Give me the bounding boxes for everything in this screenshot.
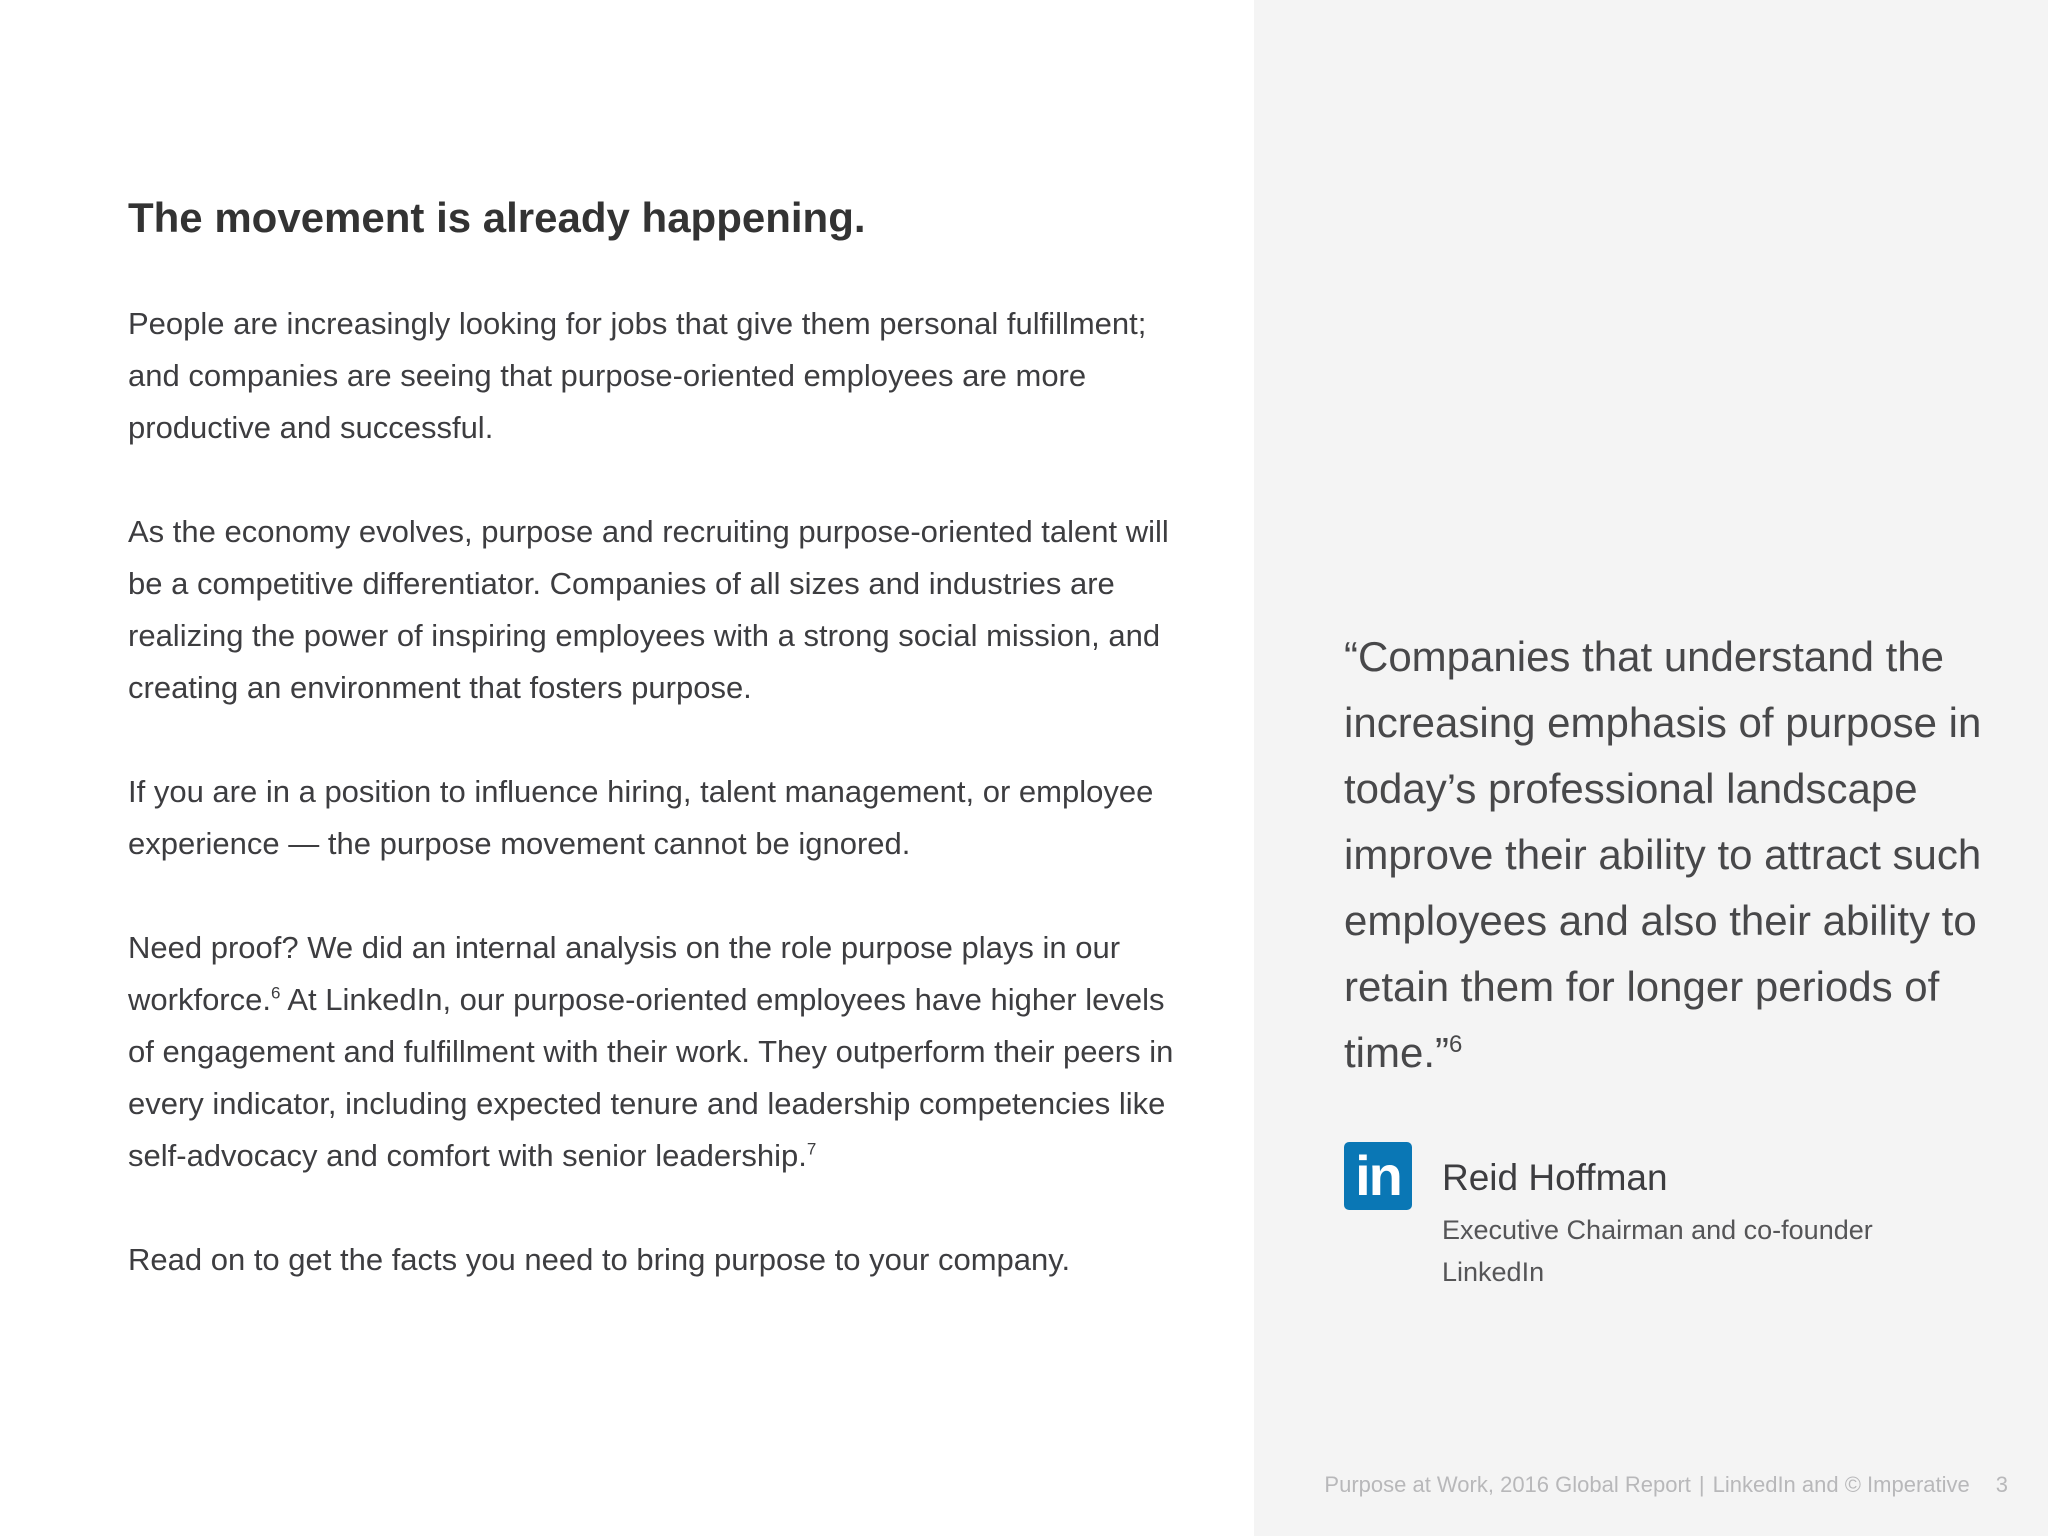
person-company: LinkedIn [1442, 1257, 1545, 1287]
quote-panel [1254, 0, 2048, 1536]
pull-quote [1344, 624, 1984, 1086]
quote-attribution [1344, 1142, 1984, 1302]
footer-report-title: Purpose at Work, 2016 Global Report [1324, 1472, 1691, 1497]
paragraph-1: People are increasingly looking for jobs that give them personal fulfillment; and companies are seeing that purpose-oriented employees are more productive and successful. [128, 306, 1147, 445]
footnote-marker: 6 [270, 983, 281, 1003]
footer-separator: | [1698, 1472, 1705, 1497]
linkedin-logo-icon: in [1344, 1142, 1412, 1210]
paragraph-3: If you are in a position to influence hiring, talent management, or employee experience — the purpose movement cannot be ignored. [128, 774, 1154, 861]
page-heading: The movement is already happening. [128, 194, 866, 241]
paragraph-5: Read on to get the facts you need to bring purpose to your company. [128, 1242, 1071, 1277]
paragraph-2: As the economy evolves, purpose and recruiting purpose-oriented talent will be a competitive differentiator. Companies of all sizes and industries are realizing the power of inspiring employees with a strong social mission, and creating an environment that fosters purpose. [128, 514, 1169, 705]
page-number: 3 [1995, 1472, 2008, 1497]
quote-footnote-marker: 6 [1449, 1031, 1463, 1058]
pull-quote-text: “Companies that understand the increasing emphasis of purpose in today’s professional landscape improve their ability to attract such employees and also their ability to retain them for longer periods of time.” [1344, 633, 1982, 1076]
paragraph-4-text-b: At LinkedIn, our purpose-oriented employees have higher levels of engagement and fulfillment with their work. They outperform their peers in every indicator, including expected tenure and leadership competencies like self-advocacy and comfort with senior leadership. [128, 982, 1174, 1173]
main-content [128, 190, 1188, 1338]
paragraph-4 [128, 922, 1188, 1182]
page-footer [1324, 1470, 2008, 1500]
footer-credit: LinkedIn and © Imperative [1712, 1472, 1970, 1497]
paragraph-4-text-a: Need proof? We did an internal analysis on the role purpose plays in our workforce. [128, 930, 1121, 1017]
person-name: Reid Hoffman [1442, 1157, 1668, 1198]
person-title: Executive Chairman and co-founder [1442, 1215, 1873, 1245]
footnote-marker: 7 [806, 1139, 817, 1159]
